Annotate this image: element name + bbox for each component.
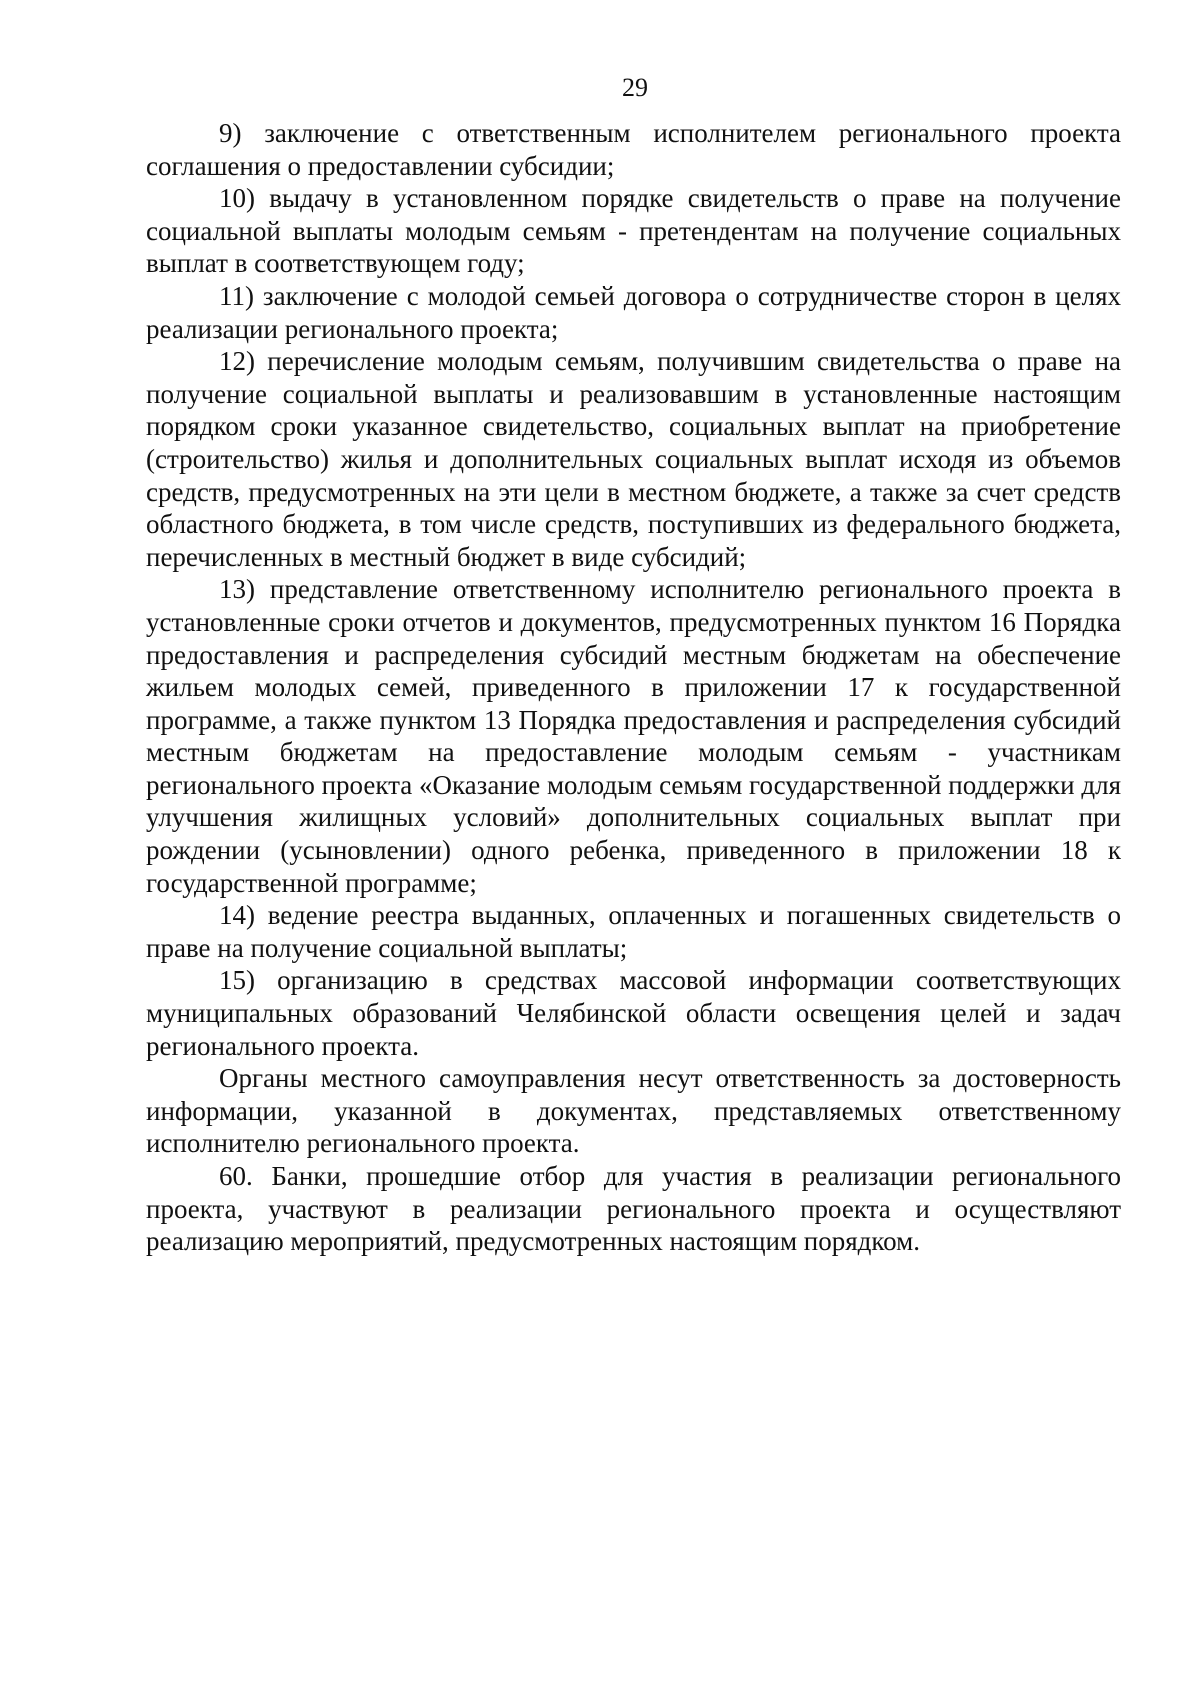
paragraph-item-15: 15) организацию в средствах массовой информации соответствующих муниципальных образований Челябинской области освещения целей и задач регионального проекта. xyxy=(146,965,1121,1061)
paragraph-item-9: 9) заключение с ответственным исполнителем регионального проекта соглашения о предоставлении субсидии; xyxy=(146,118,1121,181)
document-body xyxy=(146,117,1121,1258)
paragraph-item-14: 14) ведение реестра выданных, оплаченных и погашенных свидетельств о праве на получение социальной выплаты; xyxy=(146,900,1121,963)
paragraph-responsibility: Органы местного самоуправления несут ответственность за достоверность информации, указанной в документах, представляемых ответственному исполнителю регионального проекта. xyxy=(146,1063,1121,1159)
paragraph-item-12: 12) перечисление молодым семьям, получившим свидетельства о праве на получение социальной выплаты и реализовавшим в установленные настоящим порядком сроки указанное свидетельство, социальных выплат на приобретение (строительство) жилья и дополнительных социальных выплат исходя из объемов средств, предусмотренных на эти цели в местном бюджете, а также за счет средств областного бюджета, в том числе средств, поступивших из федерального бюджета, перечисленных в местный бюджет в виде субсидий; xyxy=(146,346,1121,572)
paragraph-item-13: 13) представление ответственному исполнителю регионального проекта в установленные сроки отчетов и документов, предусмотренных пунктом 16 Порядка предоставления и распределения субсидий местным бюджетам на обеспечение жильем молодых семей, приведенного в приложении 17 к государственной программе, а также пунктом 13 Порядка предоставления и распределения субсидий местным бюджетам на предоставление молодым семьям - участникам регионального проекта «Оказание молодым семьям государственной поддержки для улучшения жилищных условий» дополнительных социальных выплат при рождении (усыновлении) одного ребенка, приведенного в приложении 18 к государственной программе; xyxy=(146,574,1121,898)
paragraph-item-10: 10) выдачу в установленном порядке свидетельств о праве на получение социальной выплаты молодым семьям - претендентам на получение социальных выплат в соответствующем году; xyxy=(146,183,1121,279)
paragraph-clause-60: 60. Банки, прошедшие отбор для участия в реализации регионального проекта, участвуют в реализации регионального проекта и осуществляют реализацию мероприятий, предусмотренных настоящим порядком. xyxy=(146,1161,1121,1257)
paragraph-item-11: 11) заключение с молодой семьей договора о сотрудничестве сторон в целях реализации регионального проекта; xyxy=(146,280,1121,344)
page-number: 29 xyxy=(622,73,648,102)
